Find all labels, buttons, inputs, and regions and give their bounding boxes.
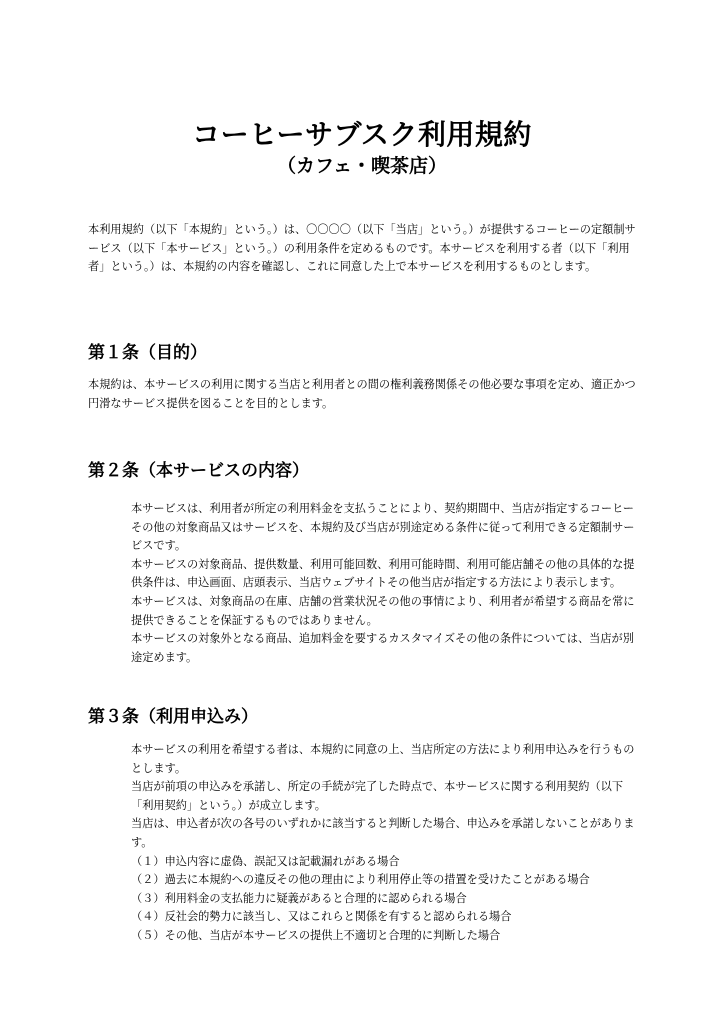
- article-1-paragraph-1: 本規約は、本サービスの利用に関する当店と利用者との間の権利義務関係その他必要な事項を定め、適正かつ円滑なサービス提供を図ることを目的とします。: [88, 378, 636, 410]
- article-3-item-5: （５）その他、当店が本サービスの提供上不適切と合理的に判断した場合: [131, 928, 501, 942]
- article-2-paragraph-1: 本サービスは、利用者が所定の利用料金を支払うことにより、契約期間中、当店が指定するコーヒーその他の対象商品又はサービスを、本規約及び当店が別途定める条件に従って利用できる定額制サービスです。: [131, 502, 635, 553]
- article-3-item-1: （１）申込内容に虚偽、誤記又は記載漏れがある場合: [131, 854, 400, 868]
- article-2-heading: 第２条（本サービスの内容）: [88, 461, 309, 481]
- article-3-body: [131, 741, 644, 946]
- article-3-paragraph-1: 本サービスの利用を希望する者は、本規約に同意の上、当店所定の方法により利用申込みを行うものとします。: [131, 743, 635, 775]
- article-3-item-3: （３）利用料金の支払能力に疑義があると合理的に認められる場合: [131, 891, 467, 905]
- document-subtitle: （カフェ・喫茶店）: [276, 155, 448, 177]
- article-2-paragraph-2: 本サービスの対象商品、提供数量、利用可能回数、利用可能時間、利用可能店舗その他の具体的な提供条件は、申込画面、店頭表示、当店ウェブサイトその他当店が指定する方法により表示します。: [131, 557, 635, 590]
- article-3-item-2: （２）過去に本規約への違反その他の理由により利用停止等の措置を受けたことがある場合: [131, 873, 590, 887]
- article-3-paragraph-2: 当店が前項の申込みを承諾し、所定の手続が完了した時点で、本サービスに関する利用契約（以下「利用契約」という。）が成立します。: [131, 780, 624, 812]
- article-3-paragraph-3: 当店は、申込者が次の各号のいずれかに該当すると判断した場合、申込みを承諾しないことがあります。: [131, 817, 635, 849]
- article-2-paragraph-3: 本サービスは、対象商品の在庫、店舗の営業状況その他の事情により、利用者が希望する商品を常に提供できることを保証するものではありません。: [131, 594, 635, 627]
- article-1-body: [88, 376, 644, 413]
- article-1-heading: 第１条（目的）: [88, 343, 207, 363]
- article-2-body: [131, 500, 644, 667]
- article-3-heading: 第３条（利用申込み）: [88, 707, 258, 727]
- article-2-paragraph-4: 本サービスの対象外となる商品、追加料金を要するカスタマイズその他の条件については、当店が別途定めます。: [131, 632, 634, 664]
- document-title: コーヒーサブスク利用規約: [192, 118, 532, 151]
- article-3-item-4: （４）反社会的勢力に該当し、又はこれらと関係を有すると認められる場合: [131, 910, 512, 924]
- intro-paragraph: 本利用規約（以下「本規約」という。）は、〇〇〇〇（以下「当店」という。）が提供するコーヒーの定額制サービス（以下「本サービス」という。）の利用条件を定めるものです。本サービスを利用する者（以下「利用者」という。）は、本規約の内容を確認し、これに同意した上で本サービスを利用するものとします。: [88, 223, 636, 274]
